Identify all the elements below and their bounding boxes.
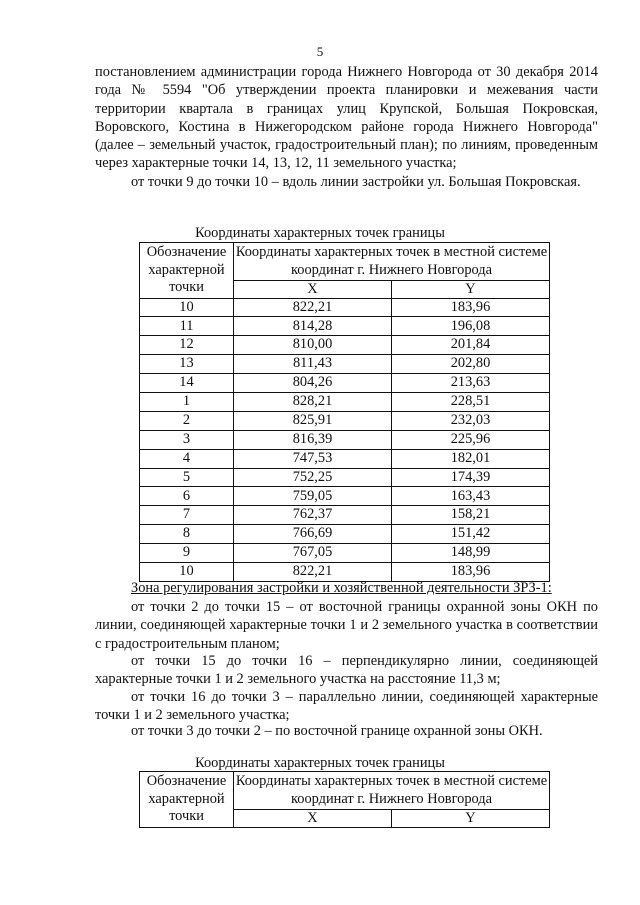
header-point-designation: Обозначение характерной точки [140,772,234,828]
cell-point: 8 [140,525,234,544]
cell-x: 762,37 [234,506,392,525]
coordinates-table-2 [139,771,550,828]
header-x: X [234,810,392,827]
cell-y: 183,96 [392,562,550,581]
cell-y: 213,63 [392,374,550,393]
cell-x: 747,53 [234,449,392,468]
table-row [140,544,550,563]
cell-point: 9 [140,544,234,563]
zone-line-1: от точки 2 до точки 15 – от восточной границы охранной зоны ОКН по линии, соединяющей характерные точки 1 и 2 земельного участка в соответствии с градостроительным планом; [95,599,598,652]
cell-x: 810,00 [234,336,392,355]
table-1-caption: Координаты характерных точек границы [195,225,445,241]
header-y: Y [392,281,550,298]
table-row [140,430,550,449]
cell-y: 225,96 [392,430,550,449]
table-row [140,487,550,506]
cell-point: 14 [140,374,234,393]
cell-point: 10 [140,562,234,581]
cell-y: 163,43 [392,487,550,506]
header-coordinates: Координаты характерных точек в местной системе координат г. Нижнего Новгорода [234,243,550,281]
cell-point: 13 [140,355,234,374]
cell-y: 148,99 [392,544,550,563]
cell-y: 174,39 [392,468,550,487]
table-row [140,374,550,393]
cell-x: 766,69 [234,525,392,544]
table-row [140,449,550,468]
cell-point: 11 [140,317,234,336]
intro-paragraph-1: постановлением администрации города Нижнего Новгорода от 30 декабря 2014 года № 5594 "Об утверждении проекта планировки и межевания части территории квартала в границах улиц Крупской, Большая Покровская, Воровского, Костина в Нижегородском районе города Нижнего Новгорода" (далее – земельный участок, градостроительный план); по линиям, проведенным через характерные точки 14, 13, 12, 11 земельного участка; [95,64,598,172]
cell-x: 804,26 [234,374,392,393]
table-row [140,411,550,430]
page-number: 5 [316,44,324,59]
intro-paragraph-2: от точки 9 до точки 10 – вдоль линии застройки ул. Большая Покровская. [131,174,581,190]
zone-line-3: от точки 16 до точки 3 – параллельно линии, соединяющей характерные точки 1 и 2 земельного участка; [95,689,598,724]
cell-point: 2 [140,411,234,430]
header-x: X [234,281,392,298]
cell-y: 158,21 [392,506,550,525]
cell-y: 232,03 [392,411,550,430]
table-1-body [140,298,550,581]
table-row [140,355,550,374]
cell-x: 816,39 [234,430,392,449]
cell-point: 4 [140,449,234,468]
cell-point: 1 [140,392,234,411]
zone-line-2: от точки 15 до точки 16 – перпендикулярно линии, соединяющей характерные точки 1 и 2 земельного участка на расстояние 11,3 м; [95,653,598,688]
cell-point: 6 [140,487,234,506]
cell-x: 759,05 [234,487,392,506]
table-row [140,298,550,317]
table-row [140,525,550,544]
cell-x: 822,21 [234,562,392,581]
cell-y: 228,51 [392,392,550,411]
cell-y: 182,01 [392,449,550,468]
cell-x: 814,28 [234,317,392,336]
table-row [140,392,550,411]
table-row [140,562,550,581]
zone-line-4: от точки 3 до точки 2 – по восточной границе охранной зоны ОКН. [131,723,543,739]
cell-y: 196,08 [392,317,550,336]
cell-x: 767,05 [234,544,392,563]
cell-point: 5 [140,468,234,487]
cell-x: 822,21 [234,298,392,317]
cell-point: 10 [140,298,234,317]
table-2-caption: Координаты характерных точек границы [195,755,445,771]
table-row [140,336,550,355]
table-row [140,468,550,487]
cell-y: 202,80 [392,355,550,374]
zone-title: Зона регулирования застройки и хозяйственной деятельности ЗРЗ-1: [131,580,552,596]
header-point-designation: Обозначение характерной точки [140,243,234,299]
cell-point: 7 [140,506,234,525]
cell-x: 828,21 [234,392,392,411]
table-row [140,317,550,336]
cell-y: 151,42 [392,525,550,544]
cell-y: 183,96 [392,298,550,317]
cell-x: 811,43 [234,355,392,374]
coordinates-table-1 [139,242,550,582]
cell-point: 12 [140,336,234,355]
cell-x: 752,25 [234,468,392,487]
header-coordinates: Координаты характерных точек в местной системе координат г. Нижнего Новгорода [234,772,550,810]
cell-y: 201,84 [392,336,550,355]
table-row [140,506,550,525]
header-y: Y [392,810,550,827]
cell-point: 3 [140,430,234,449]
cell-x: 825,91 [234,411,392,430]
